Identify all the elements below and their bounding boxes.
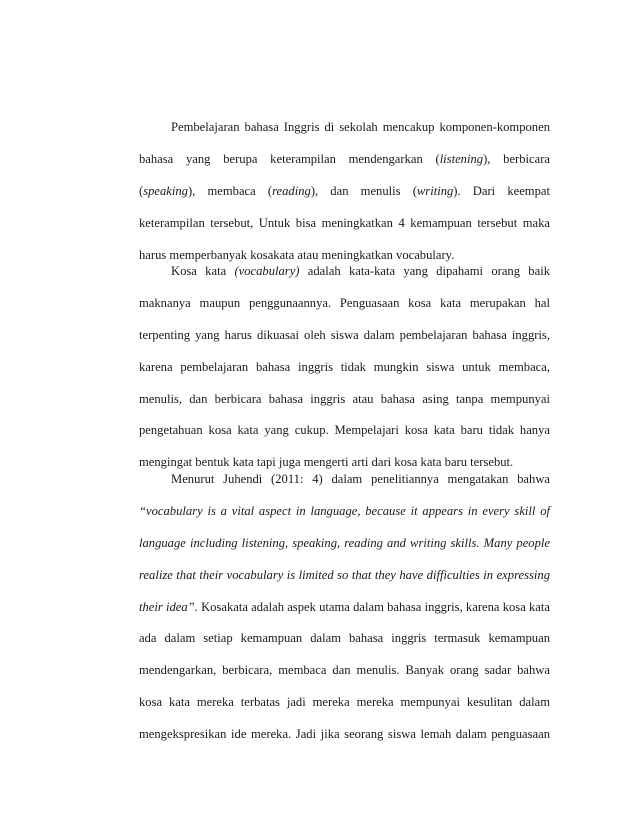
text-run: terpenting yang harus dikuasai oleh siswa dalam pembelajaran bahasa inggris, — [139, 327, 550, 342]
text-run: menulis, dan berbicara bahasa inggris atau bahasa asing tanpa mempunyai — [139, 391, 550, 406]
text-run: maknanya maupun penggunaannya. Penguasaan kosa kata merupakan hal — [139, 295, 550, 310]
text-run: mengingat bentuk kata tapi juga mengerti arti dari kosa kata baru tersebut. — [139, 455, 514, 470]
text-line — [139, 726, 550, 758]
text-run: ). Dari keempat — [453, 183, 550, 198]
text-line — [139, 567, 550, 599]
text-line — [139, 471, 550, 503]
text-run: mendengarkan, berbicara, membaca dan menulis. Banyak orang sadar bahwa — [139, 663, 550, 678]
italic-text: (vocabulary) — [234, 264, 300, 278]
text-run: harus memperbanyak kosakata atau meningkatkan vocabulary. — [139, 247, 455, 262]
italic-text: realize that their vocabulary is limited so that they have difficulties in expressing — [139, 567, 550, 582]
text-line — [139, 183, 550, 215]
text-line — [139, 662, 550, 694]
text-run: karena pembelajaran bahasa inggris tidak mungkin siswa untuk membaca, — [139, 359, 550, 374]
text-line — [139, 630, 550, 662]
text-run: adalah kata-kata yang dipahami orang baik — [299, 264, 550, 278]
text-run: ), dan menulis ( — [310, 183, 417, 198]
text-line — [139, 215, 550, 247]
text-run: keterampilan tersebut, Untuk bisa meningkatkan 4 kemampuan tersebut maka — [139, 215, 550, 230]
text-line — [139, 151, 550, 183]
text-run: ada dalam setiap kemampuan dalam bahasa inggris termasuk kemampuan — [139, 631, 550, 646]
text-line — [139, 263, 550, 295]
text-run: ( — [139, 183, 144, 198]
text-line — [139, 359, 550, 391]
text-run: mengekspresikan ide mereka. Jadi jika seorang siswa lemah dalam penguasaan — [139, 727, 550, 742]
text-line — [139, 535, 550, 567]
text-line — [139, 694, 550, 726]
text-line — [139, 391, 550, 423]
text-line — [139, 119, 550, 151]
text-line — [139, 327, 550, 359]
italic-text: speaking — [143, 183, 188, 198]
paragraph-2 — [139, 263, 550, 486]
italic-text: writing — [416, 183, 454, 198]
italic-text: “vocabulary is a vital aspect in language, because it appears in every skill of — [139, 503, 550, 518]
text-line — [139, 295, 550, 327]
paragraph-3 — [139, 471, 550, 758]
text-run: bahasa yang berupa keterampilan mendengarkan ( — [139, 151, 440, 166]
paragraph-1 — [139, 119, 550, 278]
italic-text: language including listening, speaking, reading and writing skills. Many people — [139, 535, 550, 550]
text-run: ), berbicara — [483, 151, 550, 166]
text-line — [139, 503, 550, 535]
text-run: Kosa kata — [171, 264, 235, 278]
text-line — [139, 422, 550, 454]
text-run: Pembelajaran bahasa Inggris di sekolah mencakup komponen-komponen — [171, 120, 550, 134]
italic-text: listening — [439, 151, 484, 166]
text-run: kosa kata mereka terbatas jadi mereka mereka mempunyai kesulitan dalam — [139, 695, 550, 710]
text-run: ), membaca ( — [187, 183, 273, 198]
italic-text: their idea”. — [139, 599, 198, 614]
text-run: pengetahuan kosa kata yang cukup. Mempelajari kosa kata baru tidak hanya — [139, 423, 550, 438]
text-line — [139, 599, 550, 631]
text-run: Kosakata adalah aspek utama dalam bahasa inggris, karena kosa kata — [197, 599, 550, 614]
italic-text: reading — [272, 183, 311, 198]
text-run: Menurut Juhendi (2011: 4) dalam penelitiannya mengatakan bahwa — [171, 472, 550, 486]
